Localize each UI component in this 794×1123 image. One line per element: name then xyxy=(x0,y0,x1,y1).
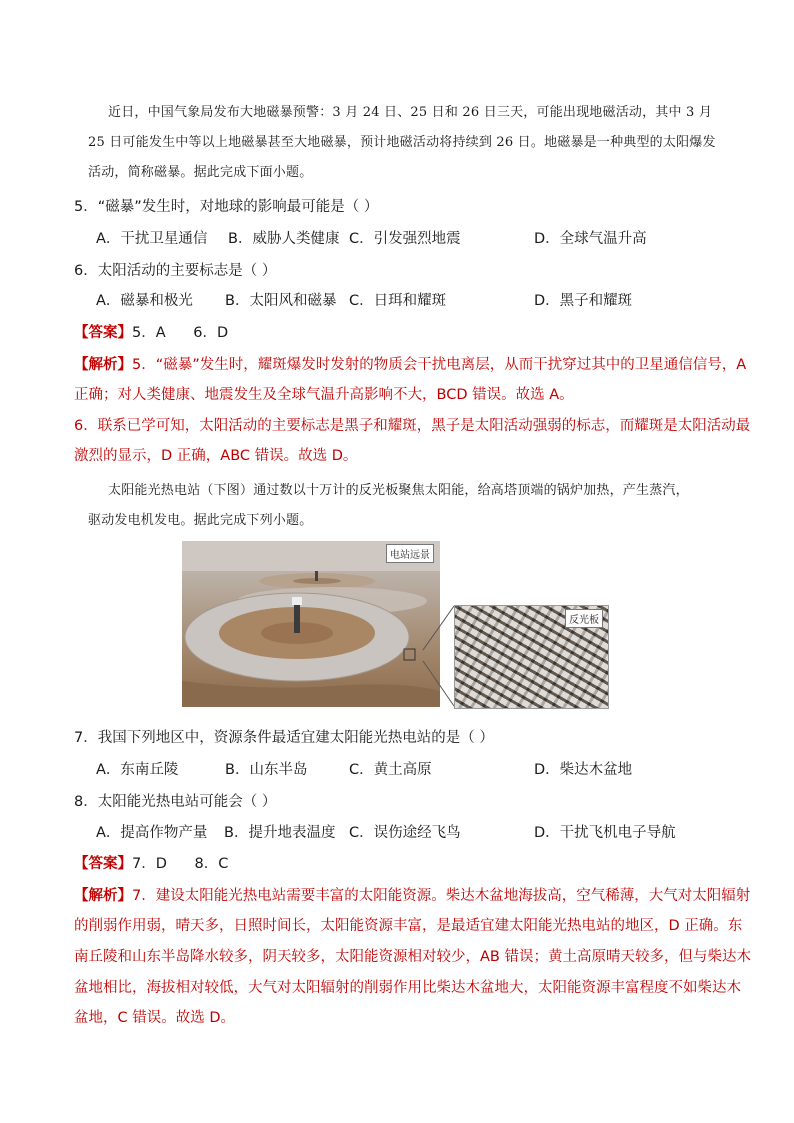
q5-option-c: C．引发强烈地震 xyxy=(349,231,461,247)
q7-option-d: D．柴达木盆地 xyxy=(534,762,633,778)
analysis-2-line-1 xyxy=(74,884,750,905)
analysis-1-line-4: 激烈的显示，D 正确，ABC 错误。故选 D。 xyxy=(74,448,358,464)
intro-2-line-2: 驱动发电机发电。据此完成下列小题。 xyxy=(88,513,313,528)
q6-option-b: B．太阳风和磁暴 xyxy=(225,293,337,309)
analysis-tag: 【解析】 xyxy=(74,888,132,904)
question-6-stem: 6．太阳活动的主要标志是（ ） xyxy=(74,263,277,279)
analysis-1-line-3: 6．联系已学可知，太阳活动的主要标志是黑子和耀斑，黑子是太阳活动强弱的标志，而耀斑是太阳活动最 xyxy=(74,418,751,434)
q5-option-d: D．全球气温升高 xyxy=(534,231,647,247)
q7-option-a: A．东南丘陵 xyxy=(96,762,179,778)
analysis-2-line-4: 盆地相比，海拔相对较低，大气对太阳辐射的削弱作用比柴达木盆地大，太阳能资源丰富程度不如柴达木 xyxy=(74,980,741,996)
intro-2-line-1: 太阳能光热电站（下图）通过数以十万计的反光板聚焦太阳能，给高塔顶端的锅炉加热，产生蒸汽， xyxy=(108,483,689,498)
analysis-2-line-3: 南丘陵和山东半岛降水较多，阴天较多，太阳能资源相对较少，AB 错误；黄土高原晴天较多，但与柴达木 xyxy=(74,949,751,965)
zoom-connector xyxy=(410,600,460,710)
question-8-stem: 8．太阳能光热电站可能会（ ） xyxy=(74,794,277,810)
analysis-2-line-5: 盆地，C 错误。故选 D。 xyxy=(74,1010,236,1026)
solar-plant-photo xyxy=(182,541,440,707)
answer-block-1 xyxy=(74,321,228,342)
q6-option-a: A．磁暴和极光 xyxy=(96,293,193,309)
answer-text: 7．D 8．C xyxy=(132,856,229,872)
answer-tag: 【答案】 xyxy=(74,856,132,872)
q6-option-d: D．黑子和耀斑 xyxy=(534,293,633,309)
analysis-tag: 【解析】 xyxy=(74,357,132,373)
q7-option-c: C．黄土高原 xyxy=(349,762,432,778)
intro-1-line-3: 活动，简称磁暴。据此完成下面小题。 xyxy=(88,165,313,180)
figure-label-main: 电站远景 xyxy=(386,544,434,563)
intro-1-line-1: 近日，中国气象局发布大地磁暴预警：3 月 24 日、25 日和 26 日三天，可能出现地磁活动，其中 3 月 xyxy=(108,105,713,120)
q6-option-c: C．日珥和耀斑 xyxy=(349,293,447,309)
q8-option-d: D．干扰飞机电子导航 xyxy=(534,825,676,841)
question-5-stem: 5．“磁暴”发生时，对地球的影响最可能是（ ） xyxy=(74,199,379,215)
answer-text: 5．A 6．D xyxy=(132,325,229,341)
q8-option-a: A．提高作物产量 xyxy=(96,825,208,841)
analysis-1-line-1 xyxy=(74,353,746,374)
q8-option-c: C．误伤途经飞鸟 xyxy=(349,825,461,841)
question-7-stem: 7．我国下列地区中，资源条件最适宜建太阳能光热电站的是（ ） xyxy=(74,730,494,746)
q5-option-b: B．威胁人类健康 xyxy=(228,231,340,247)
q8-option-b: B．提升地表温度 xyxy=(224,825,336,841)
analysis-2-line-2: 的削弱作用弱，晴天多，日照时间长，太阳能资源丰富，是最适宜建太阳能光热电站的地区，D 正确。东 xyxy=(74,918,743,934)
answer-tag: 【答案】 xyxy=(74,325,132,341)
intro-1-line-2: 25 日可能发生中等以上地磁暴甚至大地磁暴，预计地磁活动将持续到 26 日。地磁暴是一种典型的太阳爆发 xyxy=(88,135,716,150)
q7-option-b: B．山东半岛 xyxy=(225,762,308,778)
figure-label-inset: 反光板 xyxy=(565,609,603,628)
analysis-1-line-2: 正确；对人类健康、地震发生及全球气温升高影响不大，BCD 错误。故选 A。 xyxy=(74,387,574,403)
answer-block-2 xyxy=(74,852,228,873)
analysis-2-text-1: 7．建设太阳能光热电站需要丰富的太阳能资源。柴达木盆地海拔高，空气稀薄，大气对太阳辐射 xyxy=(132,888,751,904)
q5-option-a: A．干扰卫星通信 xyxy=(96,231,208,247)
analysis-1-text-1: 5．“磁暴”发生时，耀斑爆发时发射的物质会干扰电离层，从而干扰穿过其中的卫星通信信号，A xyxy=(132,357,747,373)
